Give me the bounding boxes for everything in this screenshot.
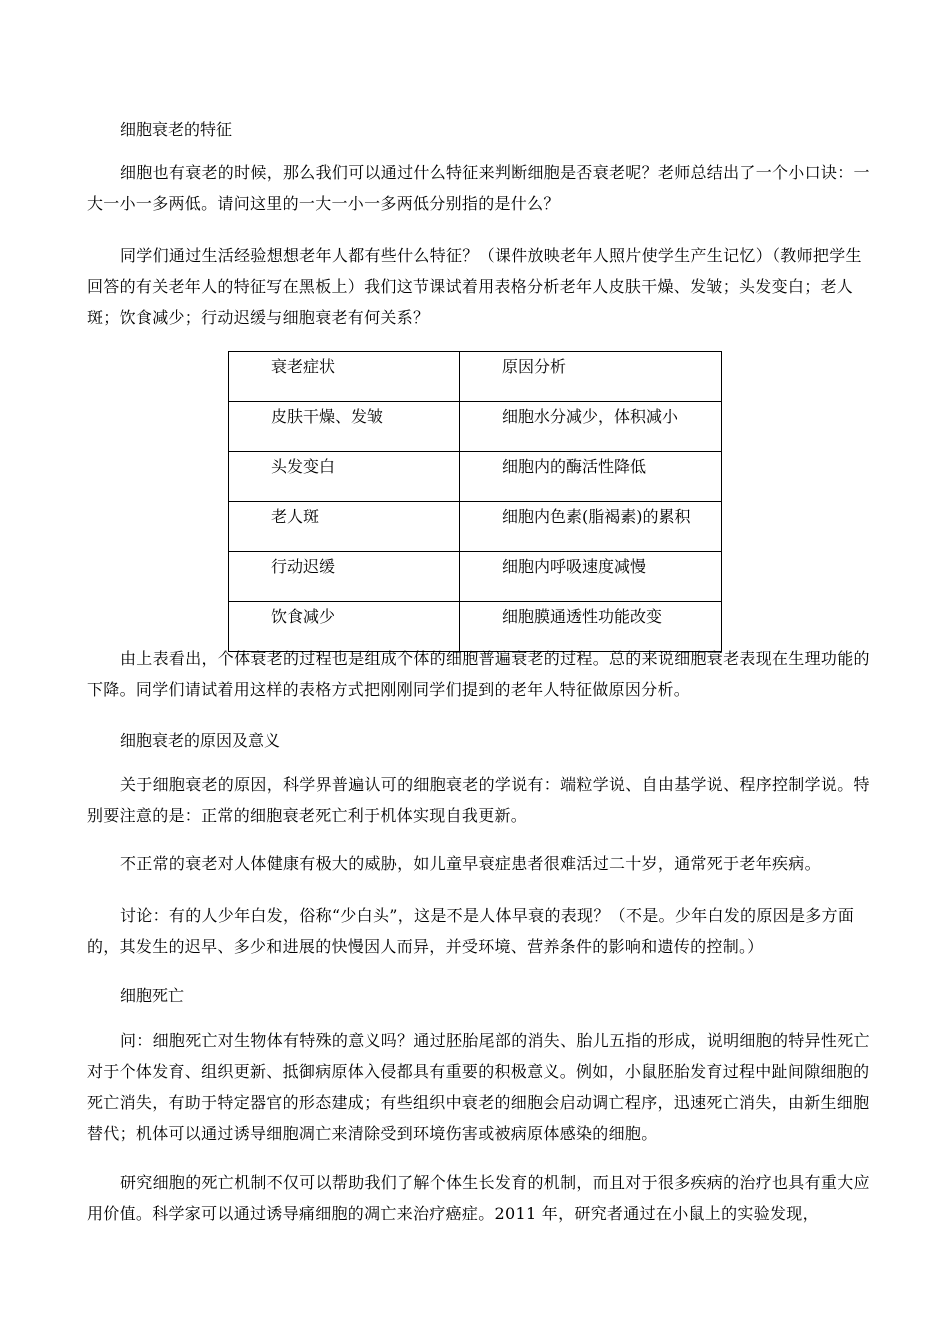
symptom-cell: 行动迟缓	[229, 552, 460, 602]
symptom-cell: 皮肤干燥、发皱	[229, 402, 460, 452]
table-row	[229, 502, 722, 552]
symptom-cell: 饮食减少	[229, 602, 460, 652]
cause-cell: 细胞膜通透性功能改变	[460, 602, 722, 652]
cause-cell: 细胞内呼吸速度减慢	[460, 552, 722, 602]
table-row	[229, 402, 722, 452]
paragraph-elderly-features: 同学们通过生活经验想想老年人都有些什么特征？（课件放映老年人照片使学生产生记忆）（教师把学生回答的有关老年人的特征写在黑板上）我们这节课试着用表格分析老年人皮肤干燥、发皱；头发变白；老人斑；饮食减少；行动迟缓与细胞衰老有何关系？	[87, 246, 862, 327]
heading-cell-death: 细胞死亡	[120, 986, 185, 1005]
table-row	[229, 452, 722, 502]
paragraph-discussion: 讨论：有的人少年白发，俗称“少白头”，这是不是人体早衰的表现？（不是。少年白发的原因是多方面的，其发生的迟早、多少和进展的快慢因人而异，并受环境、营养条件的影响和遗传的控制。）	[87, 906, 855, 956]
heading-aging-features: 细胞衰老的特征	[120, 120, 233, 139]
paragraph-cell-death-meaning: 问：细胞死亡对生物体有特殊的意义吗？通过胚胎尾部的消失、胎儿五指的形成，说明细胞的特异性死亡对于个体发育、组织更新、抵御病原体入侵都具有重要的积极意义。例如，小鼠胚胎发育过程中趾间隙细胞的死亡消失，有助于特定器官的形态建成；有些组织中衰老的细胞会启动调亡程序，迅速死亡消失，由新生细胞替代；机体可以通过诱导细胞凋亡来清除受到环境伤害或被病原体感染的细胞。	[87, 1031, 870, 1143]
cause-cell: 细胞水分减少，体积减小	[460, 402, 722, 452]
symptom-cell: 头发变白	[229, 452, 460, 502]
paragraph-cell-death-research: 研究细胞的死亡机制不仅可以帮助我们了解个体生长发育的机制，而且对于很多疾病的治疗也具有重大应用价值。科学家可以通过诱导痛细胞的凋亡来治疗癌症。2011 年，研究者通过在小鼠上的实验发现，	[87, 1173, 870, 1223]
paragraph-aging-theories: 关于细胞衰老的原因，科学界普遍认可的细胞衰老的学说有：端粒学说、自由基学说、程序控制学说。特别要注意的是：正常的细胞衰老死亡利于机体实现自我更新。	[87, 775, 870, 825]
header-cause: 原因分析	[460, 352, 722, 402]
aging-analysis-table	[228, 351, 722, 652]
table-header-row	[229, 352, 722, 402]
cause-cell: 细胞内色素(脂褐素)的累积	[460, 502, 722, 552]
paragraph-table-conclusion: 由上表看出，个体衰老的过程也是组成个体的细胞普遍衰老的过程。总的来说细胞衰老表现在生理功能的下降。同学们请试着用这样的表格方式把刚刚同学们提到的老年人特征做原因分析。	[87, 649, 870, 699]
header-symptom: 衰老症状	[229, 352, 460, 402]
table-row	[229, 552, 722, 602]
symptom-cell: 老人斑	[229, 502, 460, 552]
heading-aging-causes: 细胞衰老的原因及意义	[120, 731, 281, 750]
paragraph-aging-intro: 细胞也有衰老的时候，那么我们可以通过什么特征来判断细胞是否衰老呢？老师总结出了一个小口诀：一大一小一多两低。请问这里的一大一小一多两低分别指的是什么？	[87, 163, 870, 213]
paragraph-abnormal-aging: 不正常的衰老对人体健康有极大的威胁，如儿童早衰症患者很难活过二十岁，通常死于老年疾病。	[120, 854, 821, 873]
cause-cell: 细胞内的酶活性降低	[460, 452, 722, 502]
